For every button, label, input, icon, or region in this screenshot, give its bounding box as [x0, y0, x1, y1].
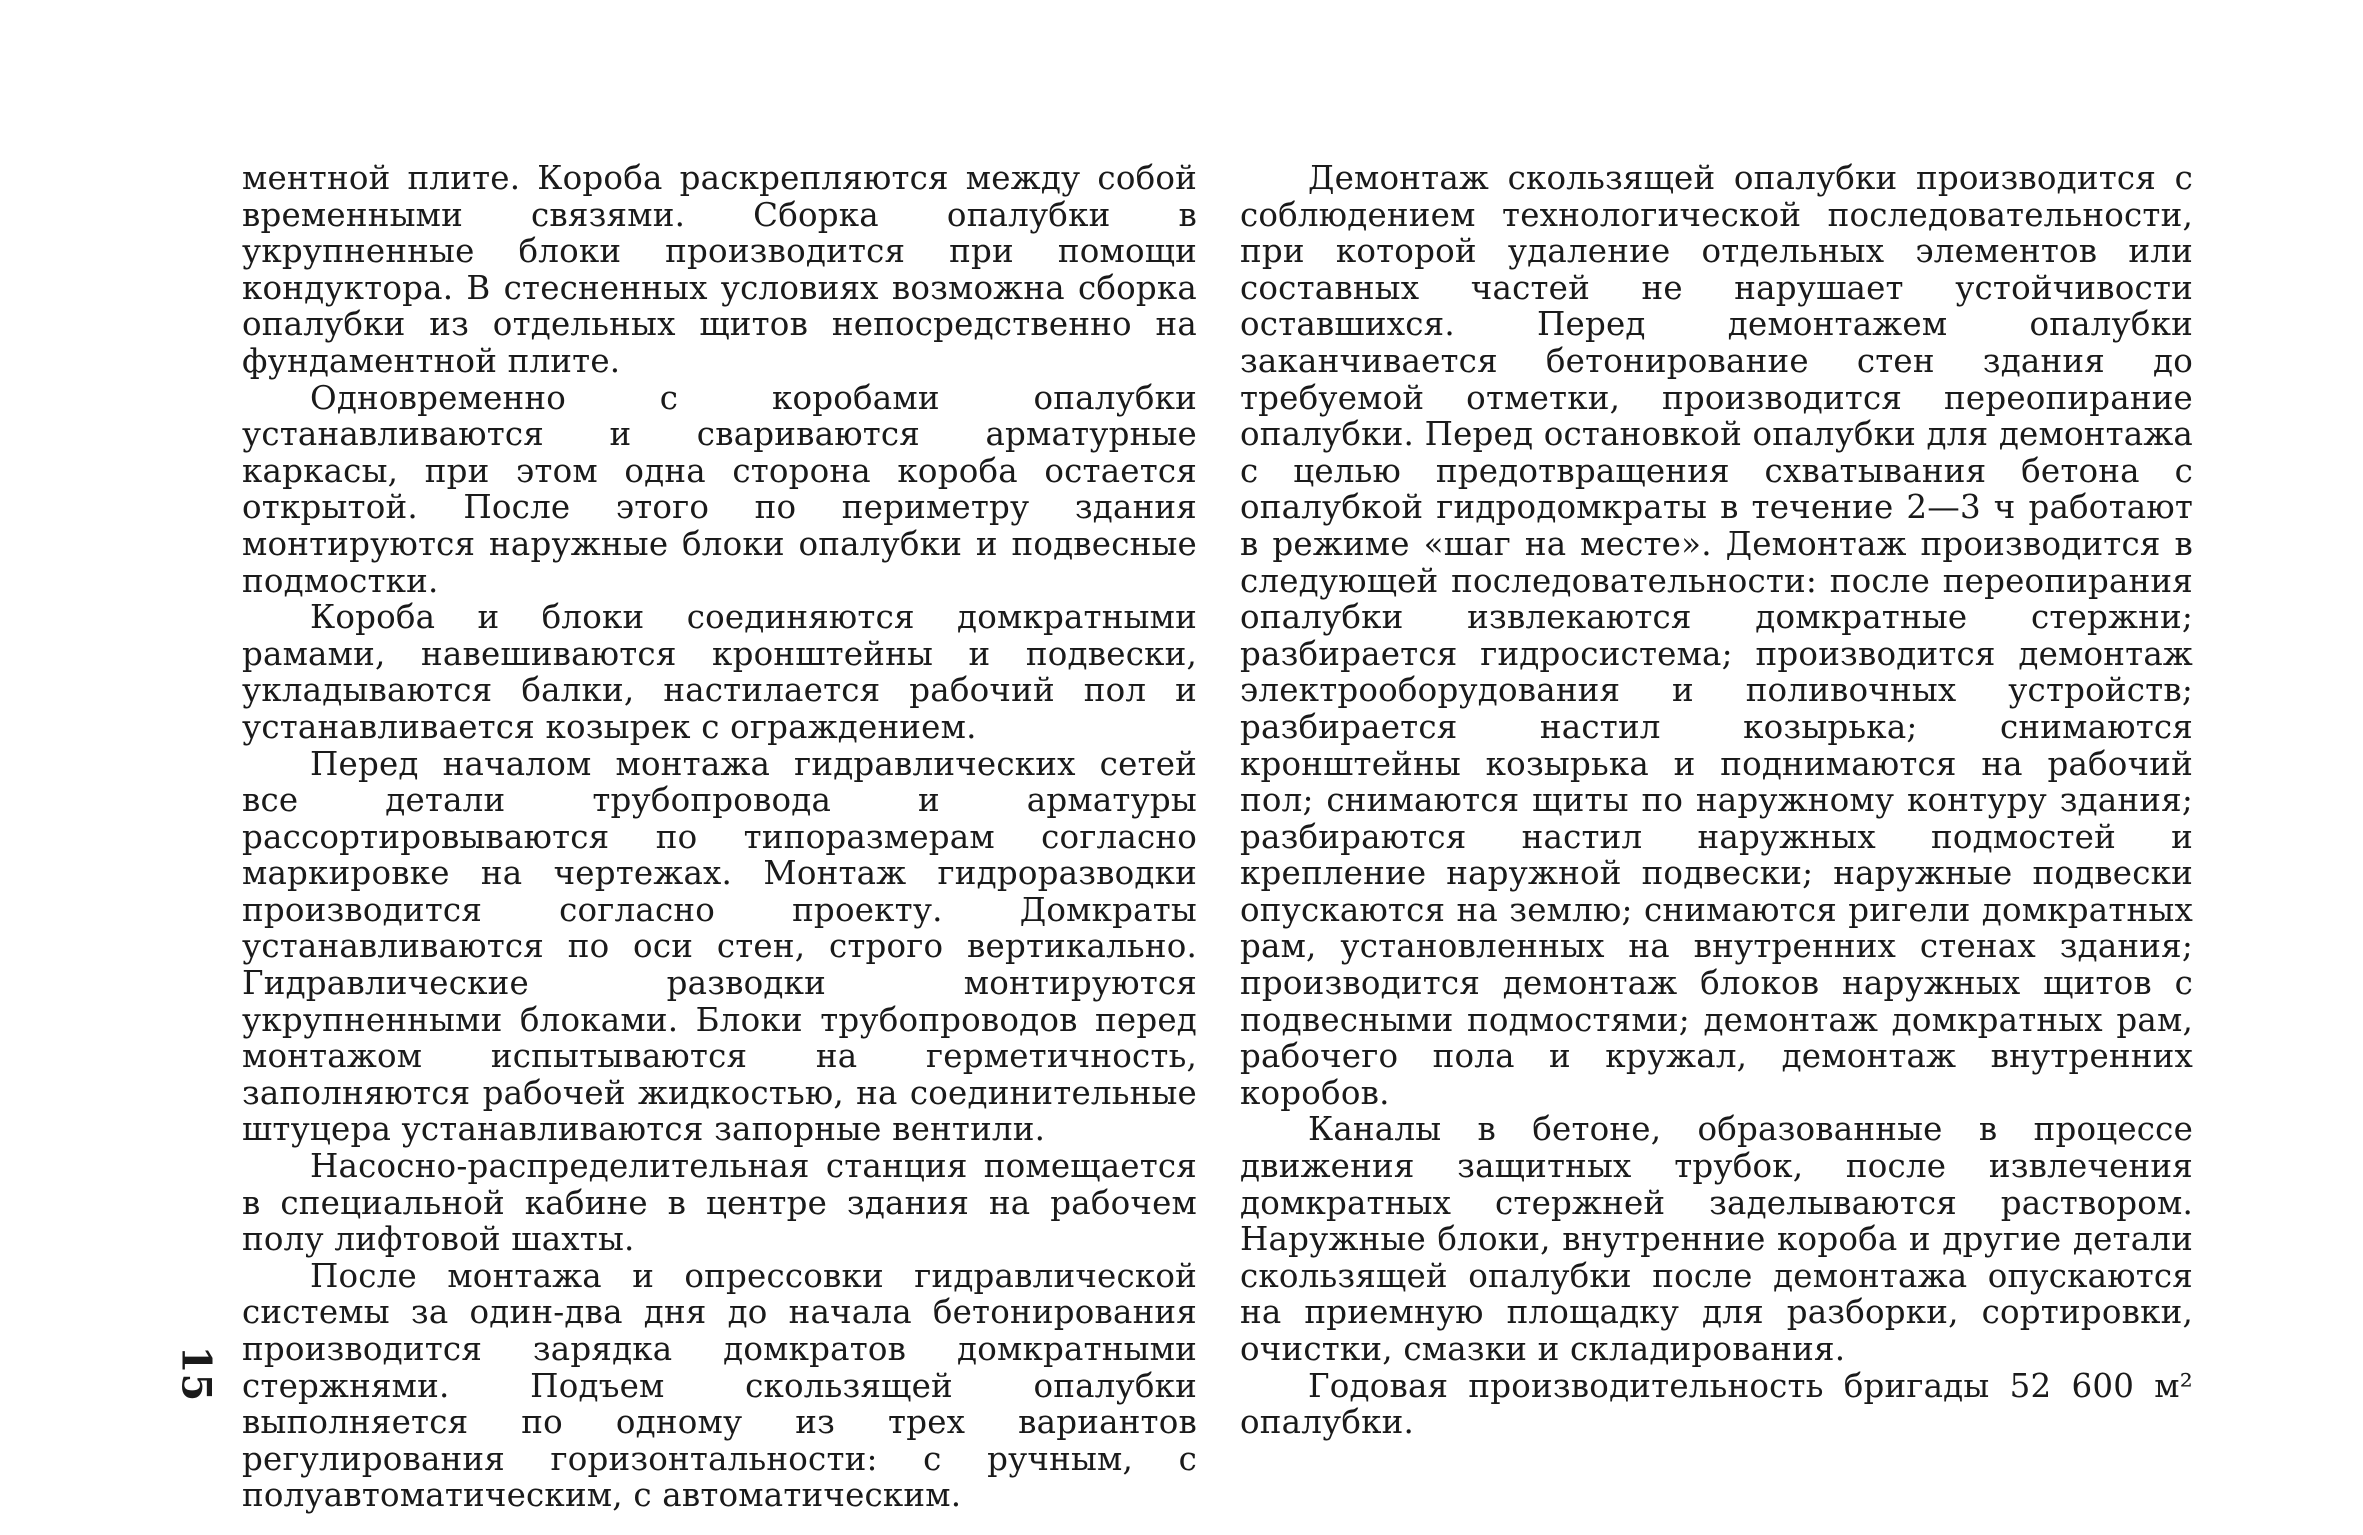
- left-paragraph-2: Одновременно с коробами опалубки устанавливаются и свариваются арматурные каркасы, при этом одна сторона короба остается открытой. После этого по периметру здания монтируются наружные блоки опалубки и подвесные подмостки.: [242, 378, 1197, 600]
- left-paragraph-1: ментной плите. Короба раскрепляются между собой временными связями. Сборка опалубки в укрупненные блоки производится при помощи кондуктора. В стесненных условиях возможна сборка опалубки из отдельных щитов непосредственно на фундаментной плите.: [242, 159, 1197, 380]
- left-paragraph-4: Перед началом монтажа гидравлических сетей все детали трубопровода и арматуры рассортировываются по типоразмерам согласно маркировке на чертежах. Монтаж гидроразводки производится согласно проекту. Домкраты устанавливаются по оси стен, строго вертикально. Гидравлические разводки монтируются укрупненными блоками. Блоки трубопроводов перед монтажом испытываются на герметичность, заполняются рабочей жидкостью, на соединительные штуцера устанавливаются запорные вентили.: [242, 744, 1197, 1149]
- right-column: [1240, 160, 2193, 1441]
- right-paragraph-2: Каналы в бетоне, образованные в процессе движения защитных трубок, после извлечения домкратных стержней заделываются раствором. Наружные блоки, внутренние короба и другие детали скользящей опалубки после демонтажа опускаются на приемную площадку для разборки, сортировки, очистки, смазки и складирования.: [1240, 1110, 2193, 1368]
- left-column: [242, 160, 1197, 1514]
- left-paragraph-5: Насосно-распределительная станция помещается в специальной кабине в центре здания на рабочем полу лифтовой шахты.: [242, 1147, 1197, 1259]
- right-paragraph-3: Годовая производительность бригады 52 600 м² опалубки.: [1240, 1366, 2193, 1442]
- left-paragraph-3: Короба и блоки соединяются домкратными рамами, навешиваются кронштейны и подвески, укладываются балки, настилается рабочий пол и устанавливается козырек с ограждением.: [242, 598, 1197, 746]
- left-paragraph-6: После монтажа и опрессовки гидравлической системы за один-два дня до начала бетонирования производится зарядка домкратов домкратными стержнями. Подъем скользящей опалубки выполняется по одному из трех вариантов регулирования горизонтальности: с ручным, с полуавтоматическим, с автоматическим.: [242, 1256, 1197, 1515]
- right-paragraph-1: Демонтаж скользящей опалубки производится с соблюдением технологической последовательности, при которой удаление отдельных элементов или составных частей не нарушает устойчивости оставшихся. Перед демонтажем опалубки заканчивается бетонирование стен здания до требуемой отметки, производится переопирание опалубки. Перед остановкой опалубки для демонтажа с целью предотвращения схватывания бетона с опалубкой гидродомкраты в течение 2—3 ч работают в режиме «шаг на месте». Демонтаж производится в следующей последовательности: после переопирания опалубки извлекаются домкратные стержни; разбирается гидросистема; производится демонтаж электрооборудования и поливочных устройств; разбирается настил козырька; снимаются кронштейны козырька и поднимаются на рабочий пол; снимаются щиты по наружному контуру здания; разбираются настил наружных подмостей и крепление наружной подвески; наружные подвески опускаются на землю; снимаются ригели домкратных рам, установленных на внутренних стенах здания; производится демонтаж блоков наружных щитов с подвесными подмостями; демонтаж домкратных рам, рабочего пола и кружал, демонтаж внутренних коробов.: [1240, 159, 2193, 1112]
- page-number: 15: [172, 1345, 220, 1402]
